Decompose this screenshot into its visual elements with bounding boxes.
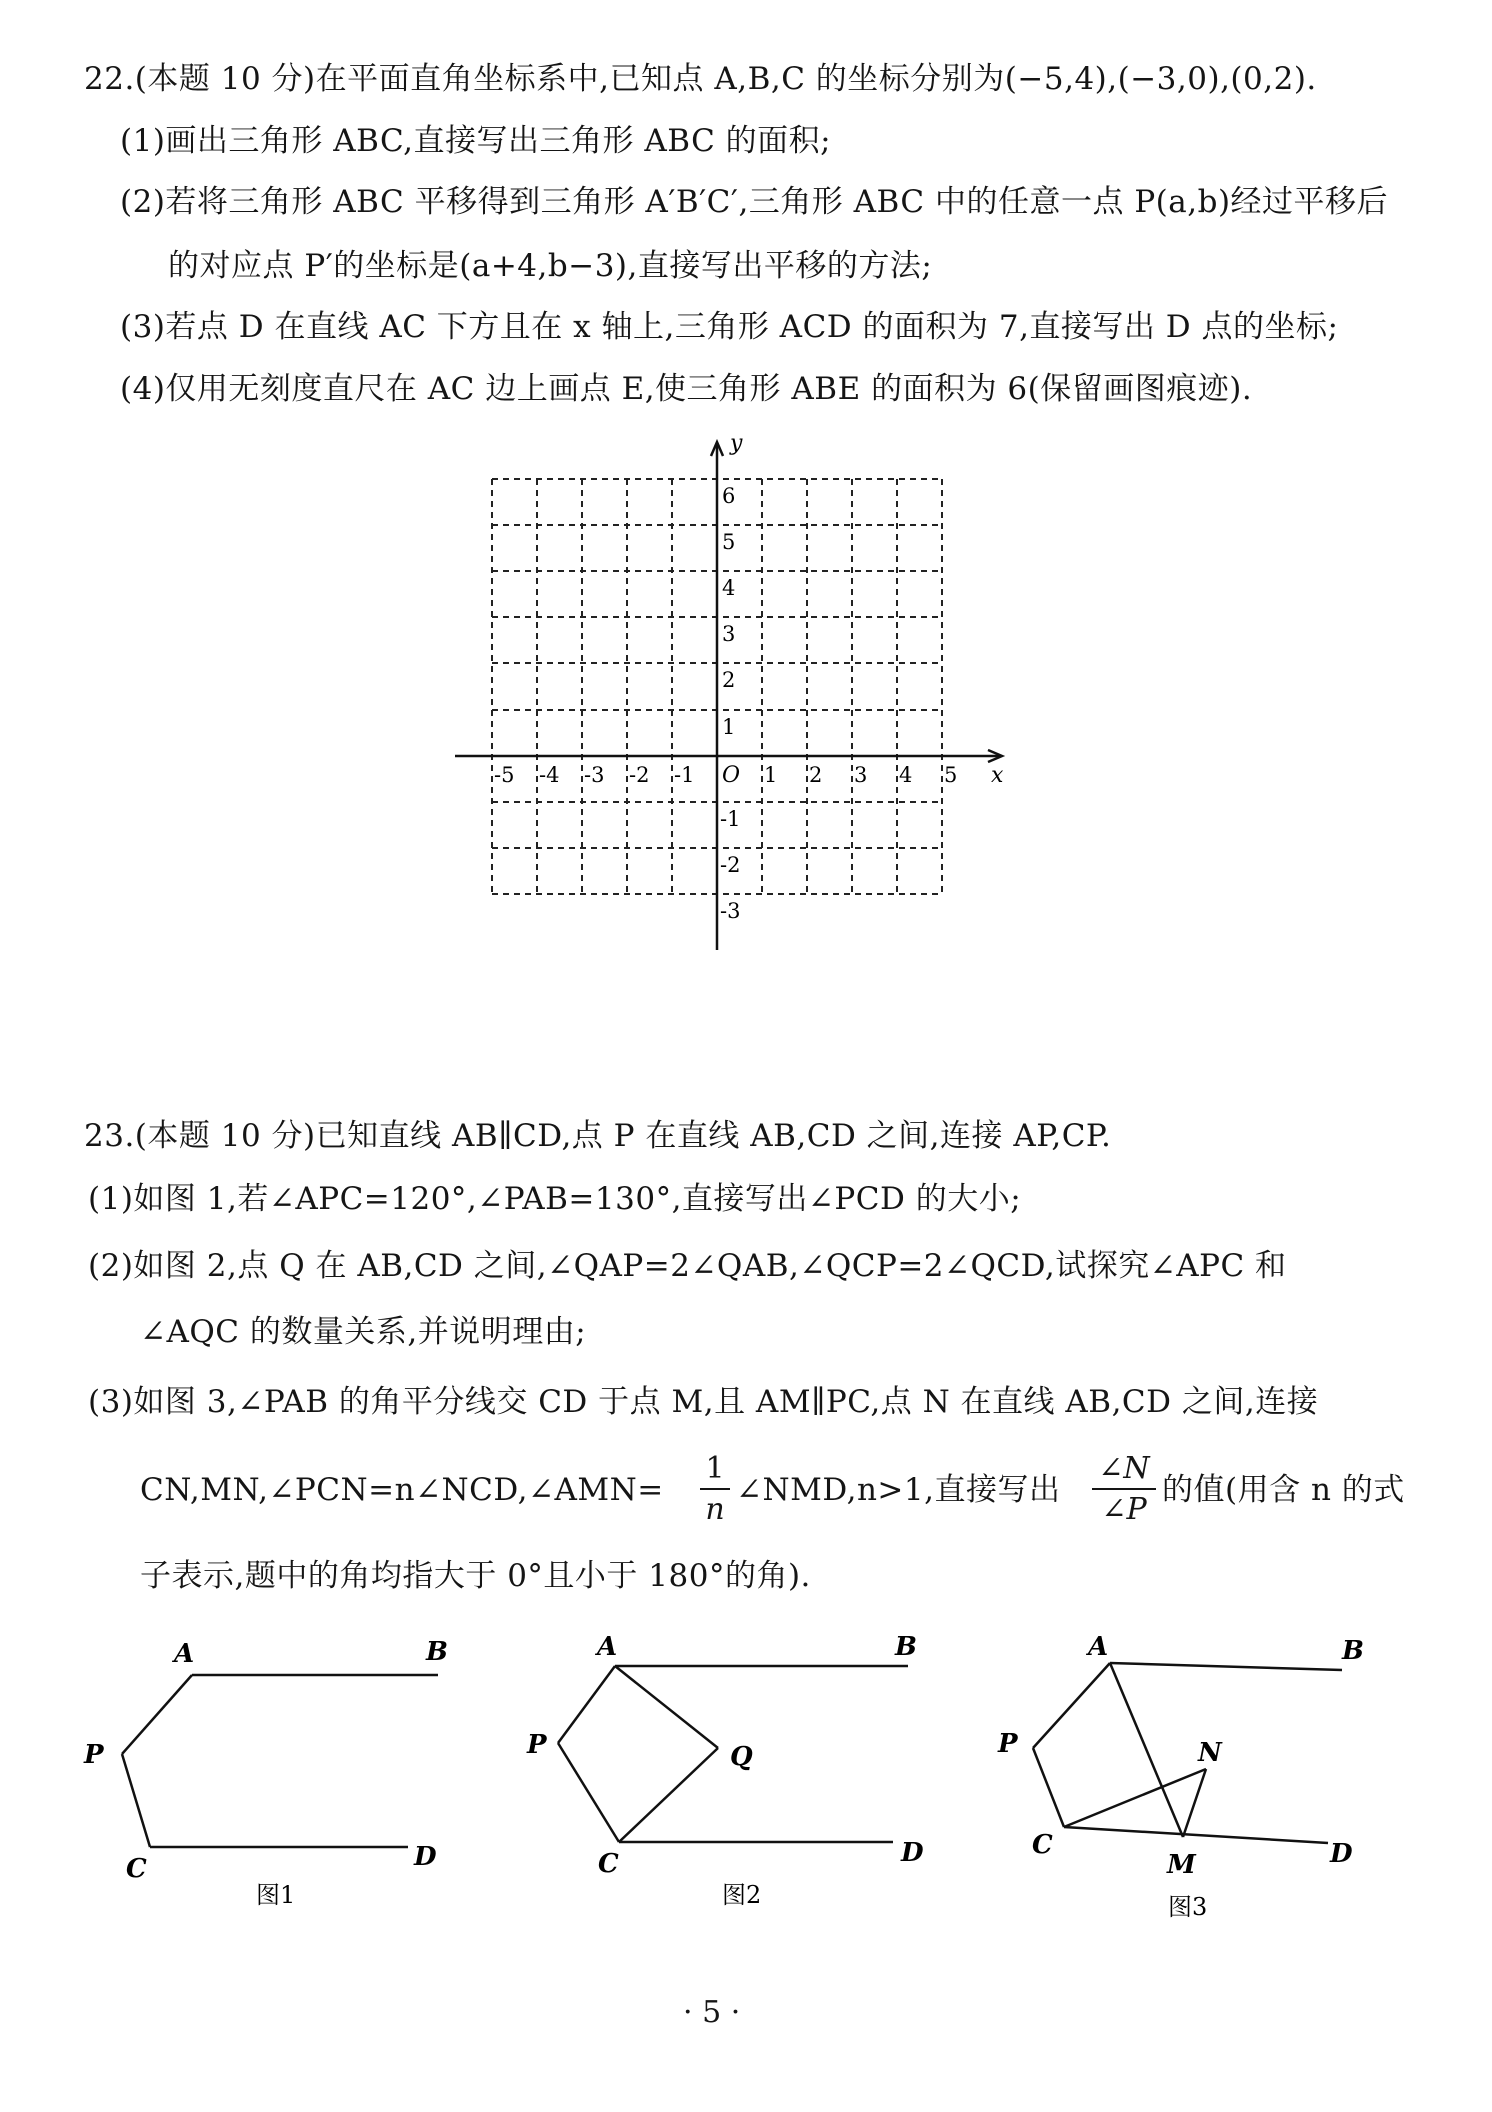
x-tick: -5 xyxy=(494,763,515,787)
q22-title: 22.(本题 10 分)在平面直角坐标系中,已知点 A,B,C 的坐标分别为(−5,4),(−3,0),(0,2). xyxy=(84,61,1317,97)
figure-2 xyxy=(515,1615,955,1910)
y-tick: 6 xyxy=(722,484,736,508)
label-A: A xyxy=(1088,1632,1109,1662)
label-B: B xyxy=(1342,1636,1364,1666)
segment-AP xyxy=(558,1666,615,1743)
segment-PC xyxy=(1033,1748,1064,1827)
label-N: N xyxy=(1198,1738,1222,1768)
x-tick: -1 xyxy=(674,763,695,787)
fraction-denominator: ∠P xyxy=(1092,1488,1156,1527)
segment-AP xyxy=(1033,1663,1110,1748)
q22-part4: (4)仅用无刻度直尺在 AC 边上画点 E,使三角形 ABE 的面积为 6(保留画图痕迹). xyxy=(120,371,1253,407)
x-tick: 4 xyxy=(899,763,913,787)
y-tick: -1 xyxy=(720,807,741,831)
label-P: P xyxy=(998,1729,1018,1759)
segment-CN xyxy=(1064,1769,1206,1827)
x-tick: 2 xyxy=(809,763,823,787)
x-tick: -2 xyxy=(629,763,650,787)
x-axis-label: x xyxy=(991,763,1004,788)
q23-part2-line2: ∠AQC 的数量关系,并说明理由; xyxy=(140,1314,587,1350)
figure-3-caption: 图3 xyxy=(1168,1893,1208,1921)
y-tick: 3 xyxy=(722,622,736,646)
label-A: A xyxy=(597,1632,618,1662)
label-A: A xyxy=(174,1639,195,1669)
q23-part3-line1: (3)如图 3,∠PAB 的角平分线交 CD 于点 M,且 AM∥PC,点 N 在直线 AB,CD 之间,连接 xyxy=(88,1384,1319,1420)
label-Q: Q xyxy=(730,1742,753,1772)
figure-1 xyxy=(70,1615,470,1910)
label-B: B xyxy=(895,1632,917,1662)
x-tick: 1 xyxy=(764,763,778,787)
fraction-denominator: n xyxy=(700,1488,730,1527)
q22-part2-line1: (2)若将三角形 ABC 平移得到三角形 A′B′C′,三角形 ABC 中的任意一点 P(a,b)经过平移后 xyxy=(120,184,1389,220)
label-C: C xyxy=(1032,1830,1053,1860)
coordinate-grid xyxy=(440,430,1020,970)
label-C: C xyxy=(598,1849,619,1879)
fraction-angleN-over-angleP xyxy=(1092,1451,1156,1527)
x-tick: -3 xyxy=(584,763,605,787)
x-tick: -4 xyxy=(539,763,560,787)
page-number: · 5 · xyxy=(683,1995,741,2030)
y-tick: 5 xyxy=(722,530,736,554)
q23-part3-line3: 子表示,题中的角均指大于 0°且小于 180°的角). xyxy=(140,1558,811,1594)
segment-AQ xyxy=(615,1666,718,1748)
y-tick: 1 xyxy=(722,715,736,739)
origin-label: O xyxy=(722,763,741,788)
label-D: D xyxy=(414,1842,437,1872)
x-tick: 3 xyxy=(854,763,868,787)
segment-QC xyxy=(619,1748,718,1842)
q23-title: 23.(本题 10 分)已知直线 AB∥CD,点 P 在直线 AB,CD 之间,连接 AP,CP. xyxy=(84,1118,1112,1154)
q23-part3-line2-mid: ∠NMD,n>1,直接写出 xyxy=(736,1472,1061,1508)
segment-PC xyxy=(122,1754,150,1847)
y-tick: 4 xyxy=(722,576,736,600)
q23-part2-line1: (2)如图 2,点 Q 在 AB,CD 之间,∠QAP=2∠QAB,∠QCP=2∠QCD,试探究∠APC 和 xyxy=(88,1248,1287,1284)
y-tick-labels xyxy=(720,484,740,923)
label-C: C xyxy=(126,1854,147,1884)
segment-PC xyxy=(558,1743,619,1842)
q22-part3: (3)若点 D 在直线 AC 下方且在 x 轴上,三角形 ACD 的面积为 7,直接写出 D 点的坐标; xyxy=(120,309,1339,345)
label-B: B xyxy=(426,1637,448,1667)
label-D: D xyxy=(1330,1839,1353,1869)
label-M: M xyxy=(1167,1850,1196,1880)
x-tick: 5 xyxy=(944,763,958,787)
y-tick: -3 xyxy=(720,899,741,923)
figure-2-caption: 图2 xyxy=(722,1881,762,1909)
line-AB xyxy=(1110,1663,1342,1670)
label-P: P xyxy=(527,1730,547,1760)
q23-part3-line2-pre: CN,MN,∠PCN=n∠NCD,∠AMN= xyxy=(140,1472,664,1508)
fraction-1-over-n xyxy=(700,1451,730,1527)
line-CD xyxy=(1064,1827,1328,1843)
q23-part3-line2-post: 的值(用含 n 的式 xyxy=(1162,1472,1405,1508)
q22-part1: (1)画出三角形 ABC,直接写出三角形 ABC 的面积; xyxy=(120,123,832,159)
label-D: D xyxy=(901,1838,924,1868)
fraction-numerator: 1 xyxy=(705,1451,725,1486)
segment-NM xyxy=(1183,1769,1206,1837)
y-axis-label: y xyxy=(730,431,743,456)
y-tick: -2 xyxy=(720,853,741,877)
figure-3 xyxy=(990,1615,1400,1935)
q22-part2-line2: 的对应点 P′的坐标是(a+4,b−3),直接写出平移的方法; xyxy=(168,248,933,284)
fraction-numerator: ∠N xyxy=(1098,1451,1150,1486)
q23-part1: (1)如图 1,若∠APC=120°,∠PAB=130°,直接写出∠PCD 的大小; xyxy=(88,1181,1022,1217)
y-tick: 2 xyxy=(722,668,736,692)
figure-1-caption: 图1 xyxy=(256,1881,296,1909)
segment-AM xyxy=(1110,1663,1183,1837)
segment-AP xyxy=(122,1675,192,1754)
label-P: P xyxy=(84,1740,104,1770)
